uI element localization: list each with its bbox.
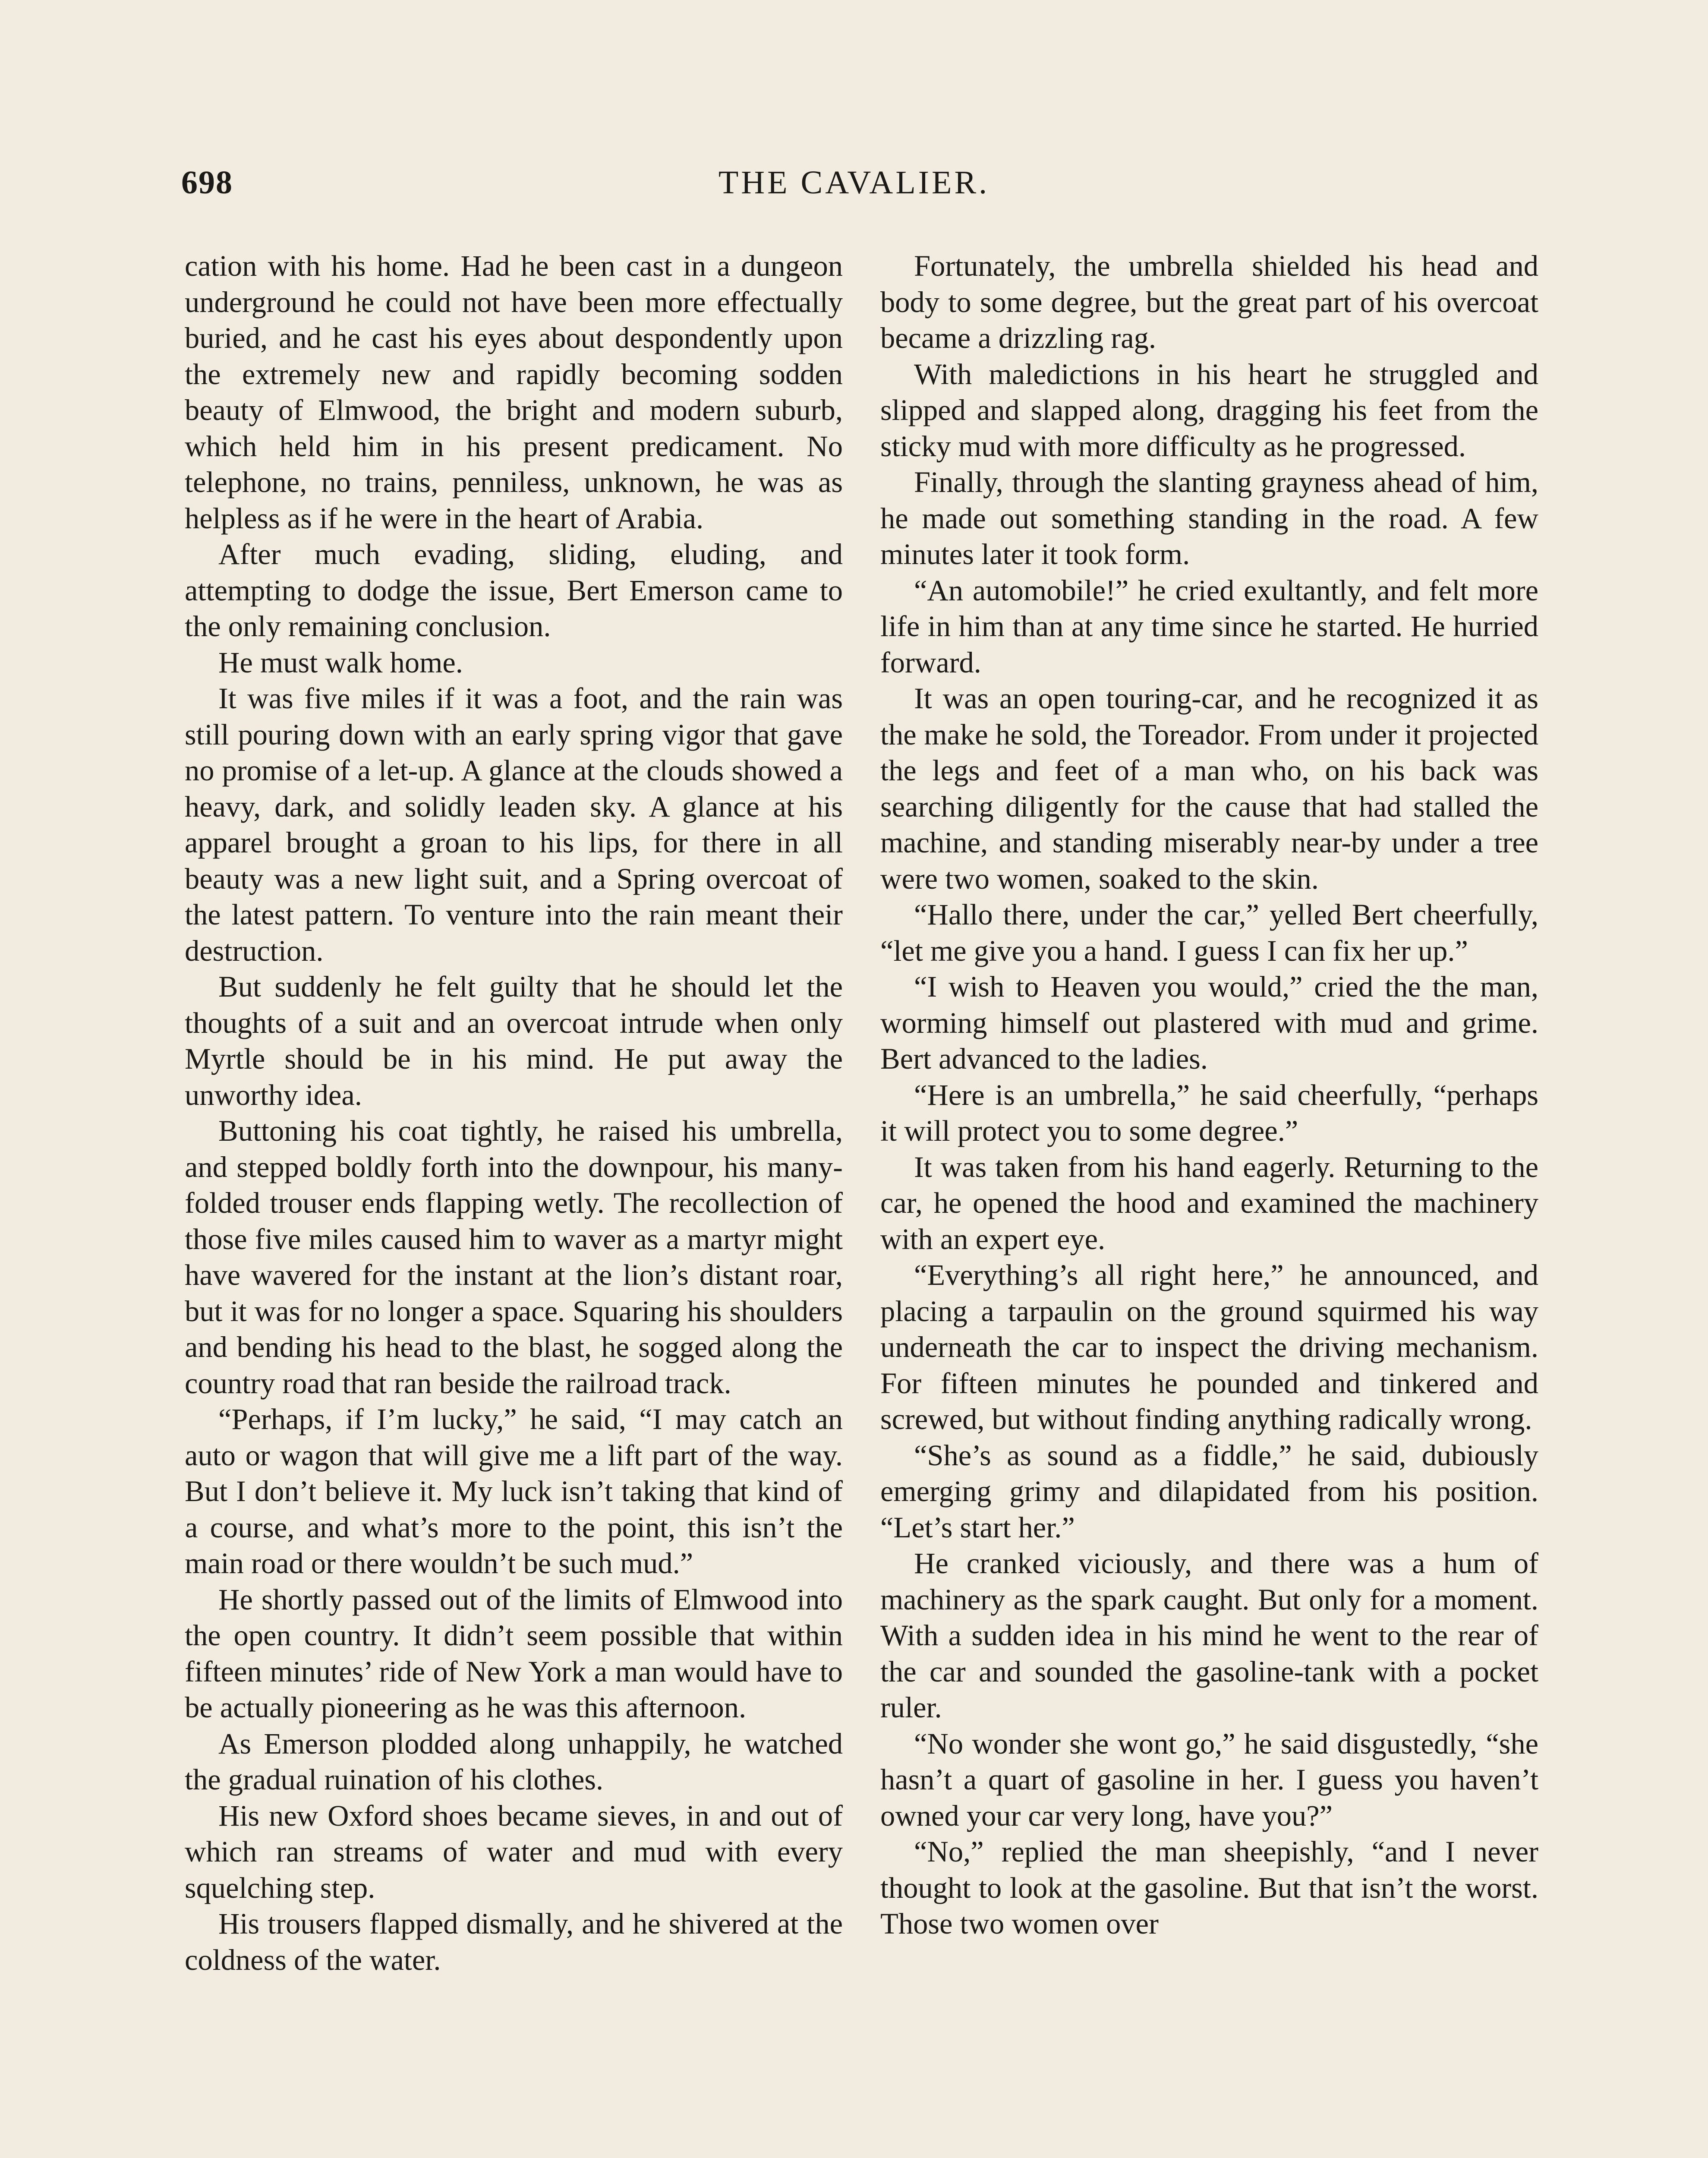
paragraph: But suddenly he felt guilty that he should let the thoughts of a suit and an overcoat intrude when only Myrtle should be in his mind. He put away the unworthy idea.: [185, 970, 843, 1111]
text-column-left: [185, 248, 843, 2158]
paragraph: “No wonder she wont go,” he said disgustedly, “she hasn’t a quart of gasoline in her. I guess you haven’t owned your car very long, have you?”: [880, 1727, 1538, 1832]
paragraph: As Emerson plodded along unhappily, he watched the gradual ruination of his clothes.: [185, 1727, 843, 1796]
paragraph: “I wish to Heaven you would,” cried the the man, worming himself out plastered with mud and grime. Bert advanced to the ladies.: [880, 970, 1538, 1075]
paragraph: His new Oxford shoes became sieves, in and out of which ran streams of water and mud with every squelching step.: [185, 1799, 843, 1904]
paragraph: Fortunately, the umbrella shielded his head and body to some degree, but the great part of his overcoat became a drizzling rag.: [880, 249, 1538, 354]
paragraph: “She’s as sound as a fiddle,” he said, dubiously emerging grimy and dilapidated from his position. “Let’s start her.”: [880, 1439, 1538, 1544]
paragraph: It was five miles if it was a foot, and the rain was still pouring down with an early spring vigor that gave no promise of a let-up. A glance at the clouds showed a heavy, dark, and solidly leaden sky. A glance at his apparel brought a groan to his lips, for there in all beauty was a new light suit, and a Spring overcoat of the latest pattern. To venture into the rain meant their destruction.: [185, 682, 843, 967]
running-title: THE CAVALIER.: [718, 164, 990, 201]
paragraph: He cranked viciously, and there was a hum of machinery as the spark caught. But only for a moment. With a sudden idea in his mind he went to the rear of the car and sounded the gasoline-tank with a pocket ruler.: [880, 1547, 1538, 1724]
paragraph: “Perhaps, if I’m lucky,” he said, “I may catch an auto or wagon that will give me a lift part of the way. But I don’t believe it. My luck isn’t taking that kind of a course, and what’s more to the point, this isn’t the main road or there wouldn’t be such mud.”: [185, 1403, 843, 1580]
text-column-right: [880, 248, 1538, 2158]
paragraph: His trousers flapped dismally, and he shivered at the coldness of the water.: [185, 1907, 843, 1976]
paragraph: “Here is an umbrella,” he said cheerfully, “perhaps it will protect you to some degree.”: [880, 1078, 1538, 1147]
paragraph: “Hallo there, under the car,” yelled Bert cheerfully, “let me give you a hand. I guess I can fix her up.”: [880, 898, 1538, 967]
page-number: 698: [181, 164, 233, 201]
paragraph: “No,” replied the man sheepishly, “and I never thought to look at the gasoline. But that isn’t the worst. Those two women over: [880, 1835, 1538, 1940]
paragraph: “An automobile!” he cried exultantly, and felt more life in him than at any time since he started. He hurried forward.: [880, 574, 1538, 679]
paragraph: Buttoning his coat tightly, he raised his umbrella, and stepped boldly forth into the downpour, his many-folded trouser ends flapping wetly. The recollection of those five miles caused him to waver as a martyr might have wavered for the instant at the lion’s distant roar, but it was for no longer a space. Squaring his shoulders and bending his head to the blast, he sogged along the country road that ran beside the railroad track.: [185, 1114, 843, 1400]
paragraph: With maledictions in his heart he struggled and slipped and slapped along, dragging his feet from the sticky mud with more difficulty as he progressed.: [880, 357, 1538, 463]
paragraph: It was taken from his hand eagerly. Returning to the car, he opened the hood and examined the machinery with an expert eye.: [880, 1150, 1538, 1256]
paragraph: Finally, through the slanting grayness ahead of him, he made out something standing in the road. A few minutes later it took form.: [880, 466, 1538, 571]
paragraph: He shortly passed out of the limits of Elmwood into the open country. It didn’t seem possible that within fifteen minutes’ ride of New York a man would have to be actually pioneering as he was this afternoon.: [185, 1583, 843, 1724]
paragraph: “Everything’s all right here,” he announced, and placing a tarpaulin on the ground squirmed his way underneath the car to inspect the driving mechanism. For fifteen minutes he pounded and tinkered and screwed, but without finding anything radically wrong.: [880, 1259, 1538, 1436]
paragraph: After much evading, sliding, eluding, and attempting to dodge the issue, Bert Emerson came to the only remaining conclusion.: [185, 538, 843, 643]
paragraph: It was an open touring-car, and he recognized it as the make he sold, the Toreador. From under it projected the legs and feet of a man who, on his back was searching diligently for the cause that had stalled the machine, and standing miserably near-by under a tree were two women, soaked to the skin.: [880, 682, 1538, 895]
paragraph: He must walk home.: [218, 646, 463, 679]
page-header: [0, 164, 1708, 216]
paragraph: cation with his home. Had he been cast in a dungeon underground he could not have been more effectually buried, and he cast his eyes about despondently upon the extremely new and rapidly becoming sodden beauty of Elmwood, the bright and modern suburb, which held him in his present predicament. No telephone, no trains, penniless, unknown, he was as helpless as if he were in the heart of Arabia.: [185, 249, 843, 535]
